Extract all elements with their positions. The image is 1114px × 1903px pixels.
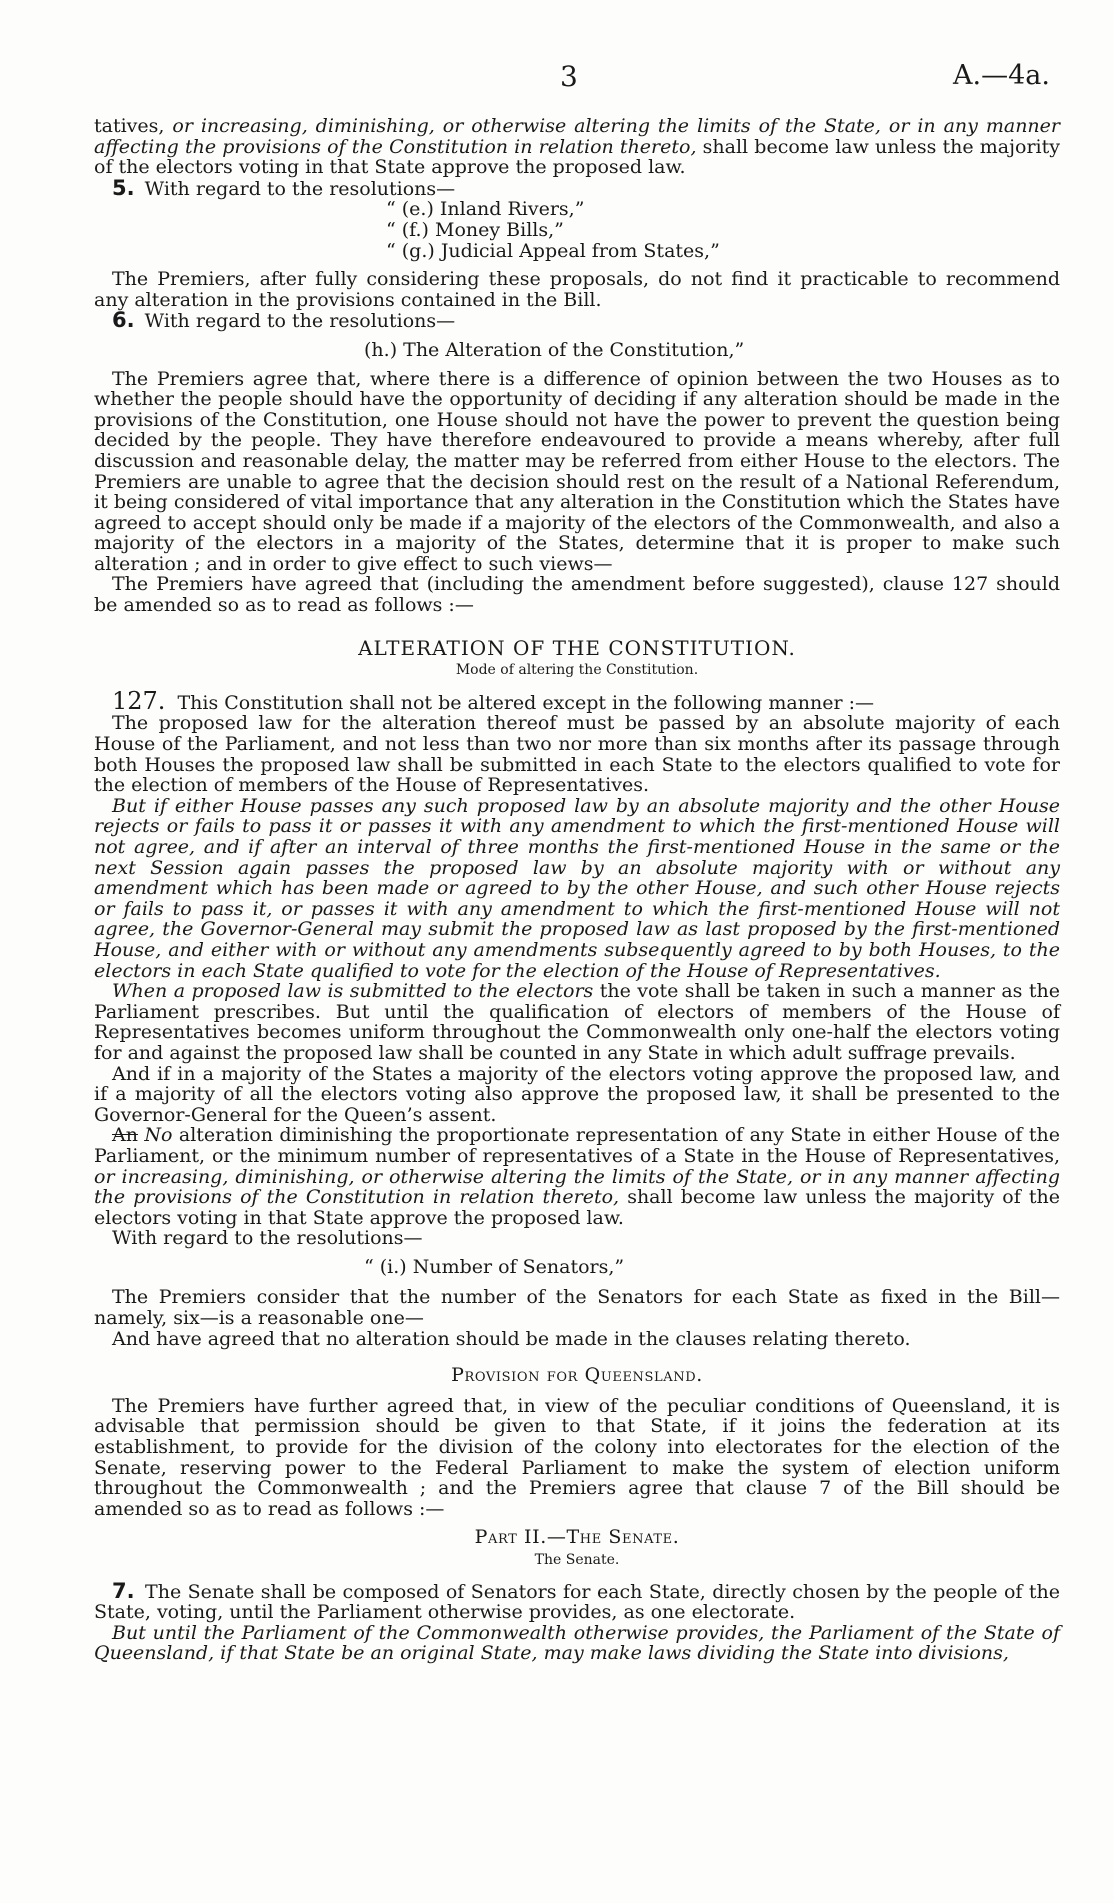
section-subheading: Mode of altering the Constitution. — [455, 662, 699, 679]
struck-word: An — [112, 1124, 138, 1147]
resolution-quote: “ (g.) Judicial Appeal from States,” — [386, 239, 720, 262]
text-run: the vote shall be taken in such a manner as the Parliament prescribes. But until the qualification of electors of members of the House of Representatives becomes uniform throughout the Commonwealth only one-half the electors voting for and against the proposed law shall be counted in any State in which adult suffrage prevails. — [94, 980, 1060, 1064]
section-heading-queensland: Provision for Queensland. — [451, 1364, 703, 1387]
inserted-word: No — [137, 1124, 173, 1147]
resolution-quote: “ (e.) Inland Rivers,” — [386, 198, 585, 221]
page-header — [0, 60, 1114, 100]
paragraph: The Premiers have agreed that (including the amendment before suggested), clause 127 should be amended so as to read as follows :— — [94, 573, 1060, 617]
document-body — [94, 116, 1060, 1664]
paragraph: And have agreed that no alteration should be made in the clauses relating thereto. — [112, 1327, 911, 1350]
paragraph: The Premiers agree that, where there is a difference of opinion between the two Houses as to whether the people should have the opportunity of deciding if any alteration should be made in the provisions of the Constitution, one House should not have the power to prevent the question being decided by the people. They have therefore endeavoured to provide a means whereby, after full discussion and reasonable delay, the matter may be referred from either House to the electors. The Premiers are unable to agree that the decision should rest on the result of a National Referendum, it being considered of vital importance that any alteration in the Constitution which the States have agreed to accept should only be made if a majority of the electors of the Commonwealth, and also a majority of the electors in a majority of the States, determine that it is proper to make such alteration ; and in order to give effect to such views— — [94, 367, 1060, 575]
paragraph: The Premiers consider that the number of the Senators for each State as fixed in the Bill—namely, six—is a reasonable one— — [94, 1286, 1060, 1330]
clause-127 — [94, 686, 1060, 715]
paragraph — [94, 1125, 1060, 1228]
resolution-quote: (h.) The Alteration of the Constitution,” — [364, 338, 745, 361]
paragraph-italic — [94, 796, 1060, 981]
page-number: 3 — [560, 60, 578, 93]
italic-amendment: When a proposed law is submitted to the electors — [112, 980, 594, 1003]
part-heading: Part II.—The Senate. — [474, 1526, 680, 1549]
italic-amendment: But if either House passes any such proposed law by an absolute majority and the other House rejects or fails to pass it or passes it with any amendment to which the first-mentioned House will not agree, and if after an interval of three months the first-mentioned House in the same or the next Session again passes the proposed law by an absolute majority with or without any amendment which has been made or agreed to by the other House, and such other House rejects or fails to pass it, or passes it with any amendment to which the first-mentioned House will not agree, the Governor-General may submit the proposed law as last proposed by the first-mentioned House, and either with or without any amendments subsequently agreed to by both Houses, to the electors in each State qualified to vote for the election of the House of Representatives. — [94, 794, 1060, 982]
document-reference: A.—4a. — [953, 60, 1050, 91]
paragraph: And if in a majority of the States a majority of the electors voting approve the proposed law, and if a majority of all the electors voting also approve the proposed law, it shall be presented to the Governor-General for the Queen’s assent. — [94, 1062, 1060, 1126]
paragraph-6 — [94, 310, 1060, 332]
italic-amendment: But until the Parliament of the Commonwealth otherwise provides, the Parliament of the State of Queensland, if that State be an original State, may make laws dividing the State into divisions, — [94, 1621, 1060, 1665]
paragraph: The proposed law for the alteration thereof must be passed by an absolute majority of each House of the Parliament, and not less than two nor more than six months after its passage through both Houses the proposed law shall be submitted in each State to the electors qualified to vote for the election of members of the House of Representatives. — [94, 712, 1060, 797]
paragraph-number: 5. — [112, 175, 135, 200]
paragraph: The Premiers, after fully considering these proposals, do not find it practicable to recommend any alteration in the provisions contained in the Bill. — [94, 268, 1060, 311]
text-run: shall become law unless the majority of the electors voting in that State approve the proposed law. — [94, 135, 1060, 179]
paragraph-italic — [94, 1623, 1060, 1664]
section-heading: ALTERATION OF THE CONSTITUTION. — [358, 635, 796, 660]
paragraph: The Premiers have further agreed that, in view of the peculiar conditions of Queensland, it is advisable that permission should be given to that State, if it joins the federation at its establishment, to provide for the division of the colony into electorates for the election of the Senate, reserving power to the Federal Parliament to make the system of election uniform throughout the Commonwealth ; and the Premiers agree that clause 7 of the Bill should be amended so as to read as follows :— — [94, 1394, 1060, 1520]
text-run: alteration diminishing the proportionate representation of any State in either House of the Parliament, or the minimum number of representatives of a State in the House of Representatives, — [94, 1124, 1060, 1167]
part-subheading: The Senate. — [534, 1552, 620, 1568]
clause-number: 127. — [112, 686, 166, 715]
text-run: The Senate shall be composed of Senators for each State, directly chosen by the people of the State, voting, until the Parliament otherwise provides, as one electorate. — [94, 1580, 1060, 1624]
text-run: This Constitution shall not be altered except in the following manner :— — [171, 691, 874, 714]
paragraph: With regard to the resolutions— — [112, 1227, 423, 1250]
resolution-quote: “ (f.) Money Bills,” — [386, 218, 564, 241]
text-run: With regard to the resolutions— — [138, 177, 456, 200]
text-run: tatives, — [94, 115, 173, 137]
paragraph-number: 6. — [112, 308, 135, 333]
paragraph-5 — [94, 175, 1060, 200]
text-run: With regard to the resolutions— — [138, 310, 456, 333]
paragraph — [94, 981, 1060, 1063]
resolution-quote: “ (i.) Number of Senators,” — [364, 1255, 625, 1278]
italic-amendment: or increasing, diminishing, or otherwise altering the limits of the State, or in any manner affecting the provisions of the Constitution in relation thereto, — [94, 1165, 1060, 1209]
clause-7 — [94, 1578, 1060, 1624]
text-run: shall become law unless the majority of the electors voting in that State approve the proposed law. — [94, 1186, 1060, 1229]
paragraph-continuation — [94, 116, 1060, 178]
italic-amendment: or increasing, diminishing, or otherwise altering the limits of the State, or in any manner affecting the provisions of the Constitution in relation thereto, — [94, 115, 1060, 158]
clause-number: 7. — [112, 1578, 135, 1603]
